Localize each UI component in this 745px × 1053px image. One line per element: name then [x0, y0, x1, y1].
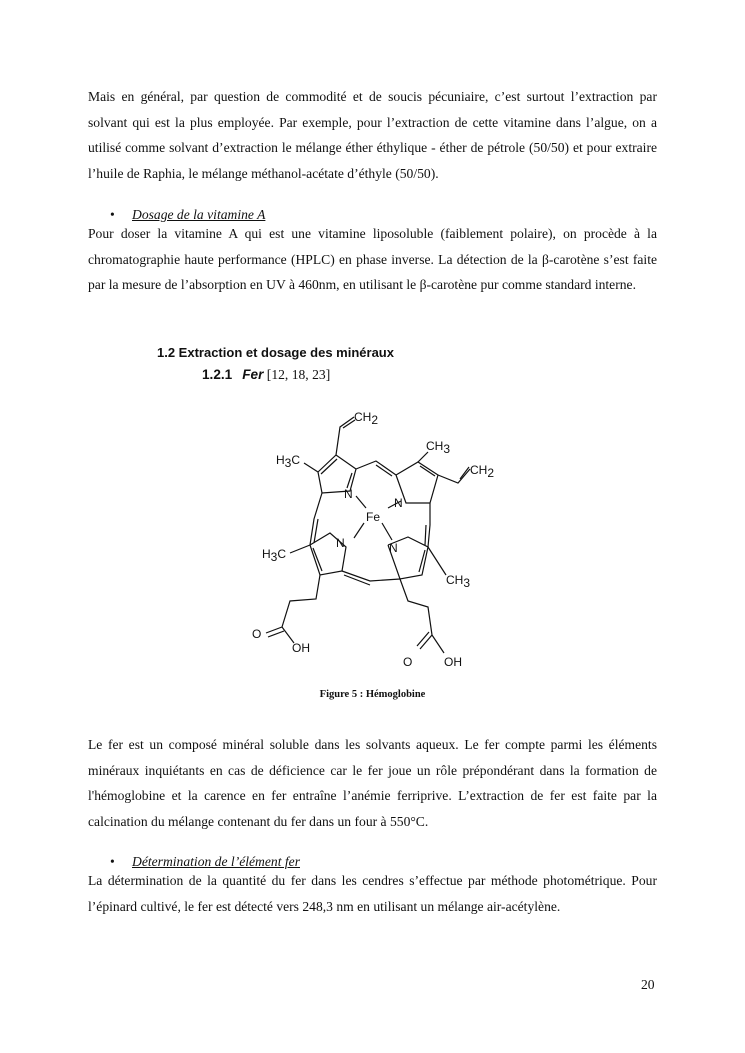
paragraph-determination-fer: La détermination de la quantité du fer dans les cendres s’effectue par méthode photométrique. Pour l’épinard cultivé, le fer est détecté vers 248,3 nm en utilisant un mélange air-acétylène. — [88, 873, 657, 914]
paragraph-extraction-solvant: Mais en général, par question de commodité et de soucis pécuniaire, c’est surtout l’extraction par solvant qui est la plus employée. Par exemple, pour l’extraction de cette vitamine dans l’algue, on a utilisé comme solvant d’extraction le mélange éther éthylique - éther de pétrole (50/50) et pour extraire l’huile de Raphia, le mélange méthanol-acétate d’éthyle (50/50). — [88, 89, 657, 181]
hemoglobin-structure-figure — [0, 395, 745, 695]
atom-nitrogen-top-left: N — [344, 487, 353, 501]
methyl-ch3-bottom-right: CH3 — [446, 573, 471, 590]
subsection-number: 1.2.1 — [202, 367, 233, 382]
atom-iron: Fe — [366, 510, 381, 524]
methyl-ch3-top-right: CH3 — [426, 439, 451, 456]
figure-caption: Figure 5 : Hémoglobine — [319, 689, 426, 700]
atom-nitrogen-bottom-left: N — [336, 536, 345, 550]
methyl-h3c-top-left: H3C — [276, 453, 301, 470]
methyl-h3c-bottom-left: H3C — [262, 547, 287, 564]
subsection-heading-fer — [202, 367, 330, 383]
paragraph-dosage-vitamine-a: Pour doser la vitamine A qui est une vitamine liposoluble (faiblement polaire), on procède à la chromatographie haute performance (HPLC) en phase inverse. La détection de la β-carotène s’est faite par la mesure de l’absorption en UV à 460nm, en utilisant le β-carotène pur comme standard interne. — [88, 226, 657, 293]
carbonyl-oxygen-left: O — [252, 627, 262, 641]
subsection-title: Fer — [242, 367, 264, 382]
bullet-label: Dosage de la vitamine A — [132, 207, 266, 222]
section-heading-minerals: 1.2 Extraction et dosage des minéraux — [157, 345, 394, 360]
paragraph-fer-description: Le fer est un composé minéral soluble dans les solvants aqueux. Le fer compte parmi les éléments minéraux inquiétants en cas de déficience car le fer joue un rôle prépondérant dans la formation de l'hémoglobine et la carence en fer entraîne l’anémie ferriprive. L’extraction de fer est faite par la calcination du mélange contenant du fer dans un four à 550°C. — [88, 737, 657, 829]
vinyl-ch2-top: CH2 — [354, 410, 379, 427]
hydroxyl-oh-right: OH — [444, 655, 462, 669]
atom-nitrogen-top-right: N — [394, 496, 403, 510]
bullet-symbol: • — [110, 854, 115, 869]
hydroxyl-oh-left: OH — [292, 641, 310, 655]
page-number: 20 — [641, 977, 655, 992]
bullet-label: Détermination de l’élément fer — [132, 854, 300, 869]
atom-nitrogen-bottom-right: N — [389, 541, 398, 555]
subsection-references: [12, 18, 23] — [266, 367, 331, 382]
bullet-symbol: • — [110, 207, 115, 222]
vinyl-ch2-right: CH2 — [470, 463, 495, 480]
carbonyl-oxygen-right: O — [403, 655, 413, 669]
